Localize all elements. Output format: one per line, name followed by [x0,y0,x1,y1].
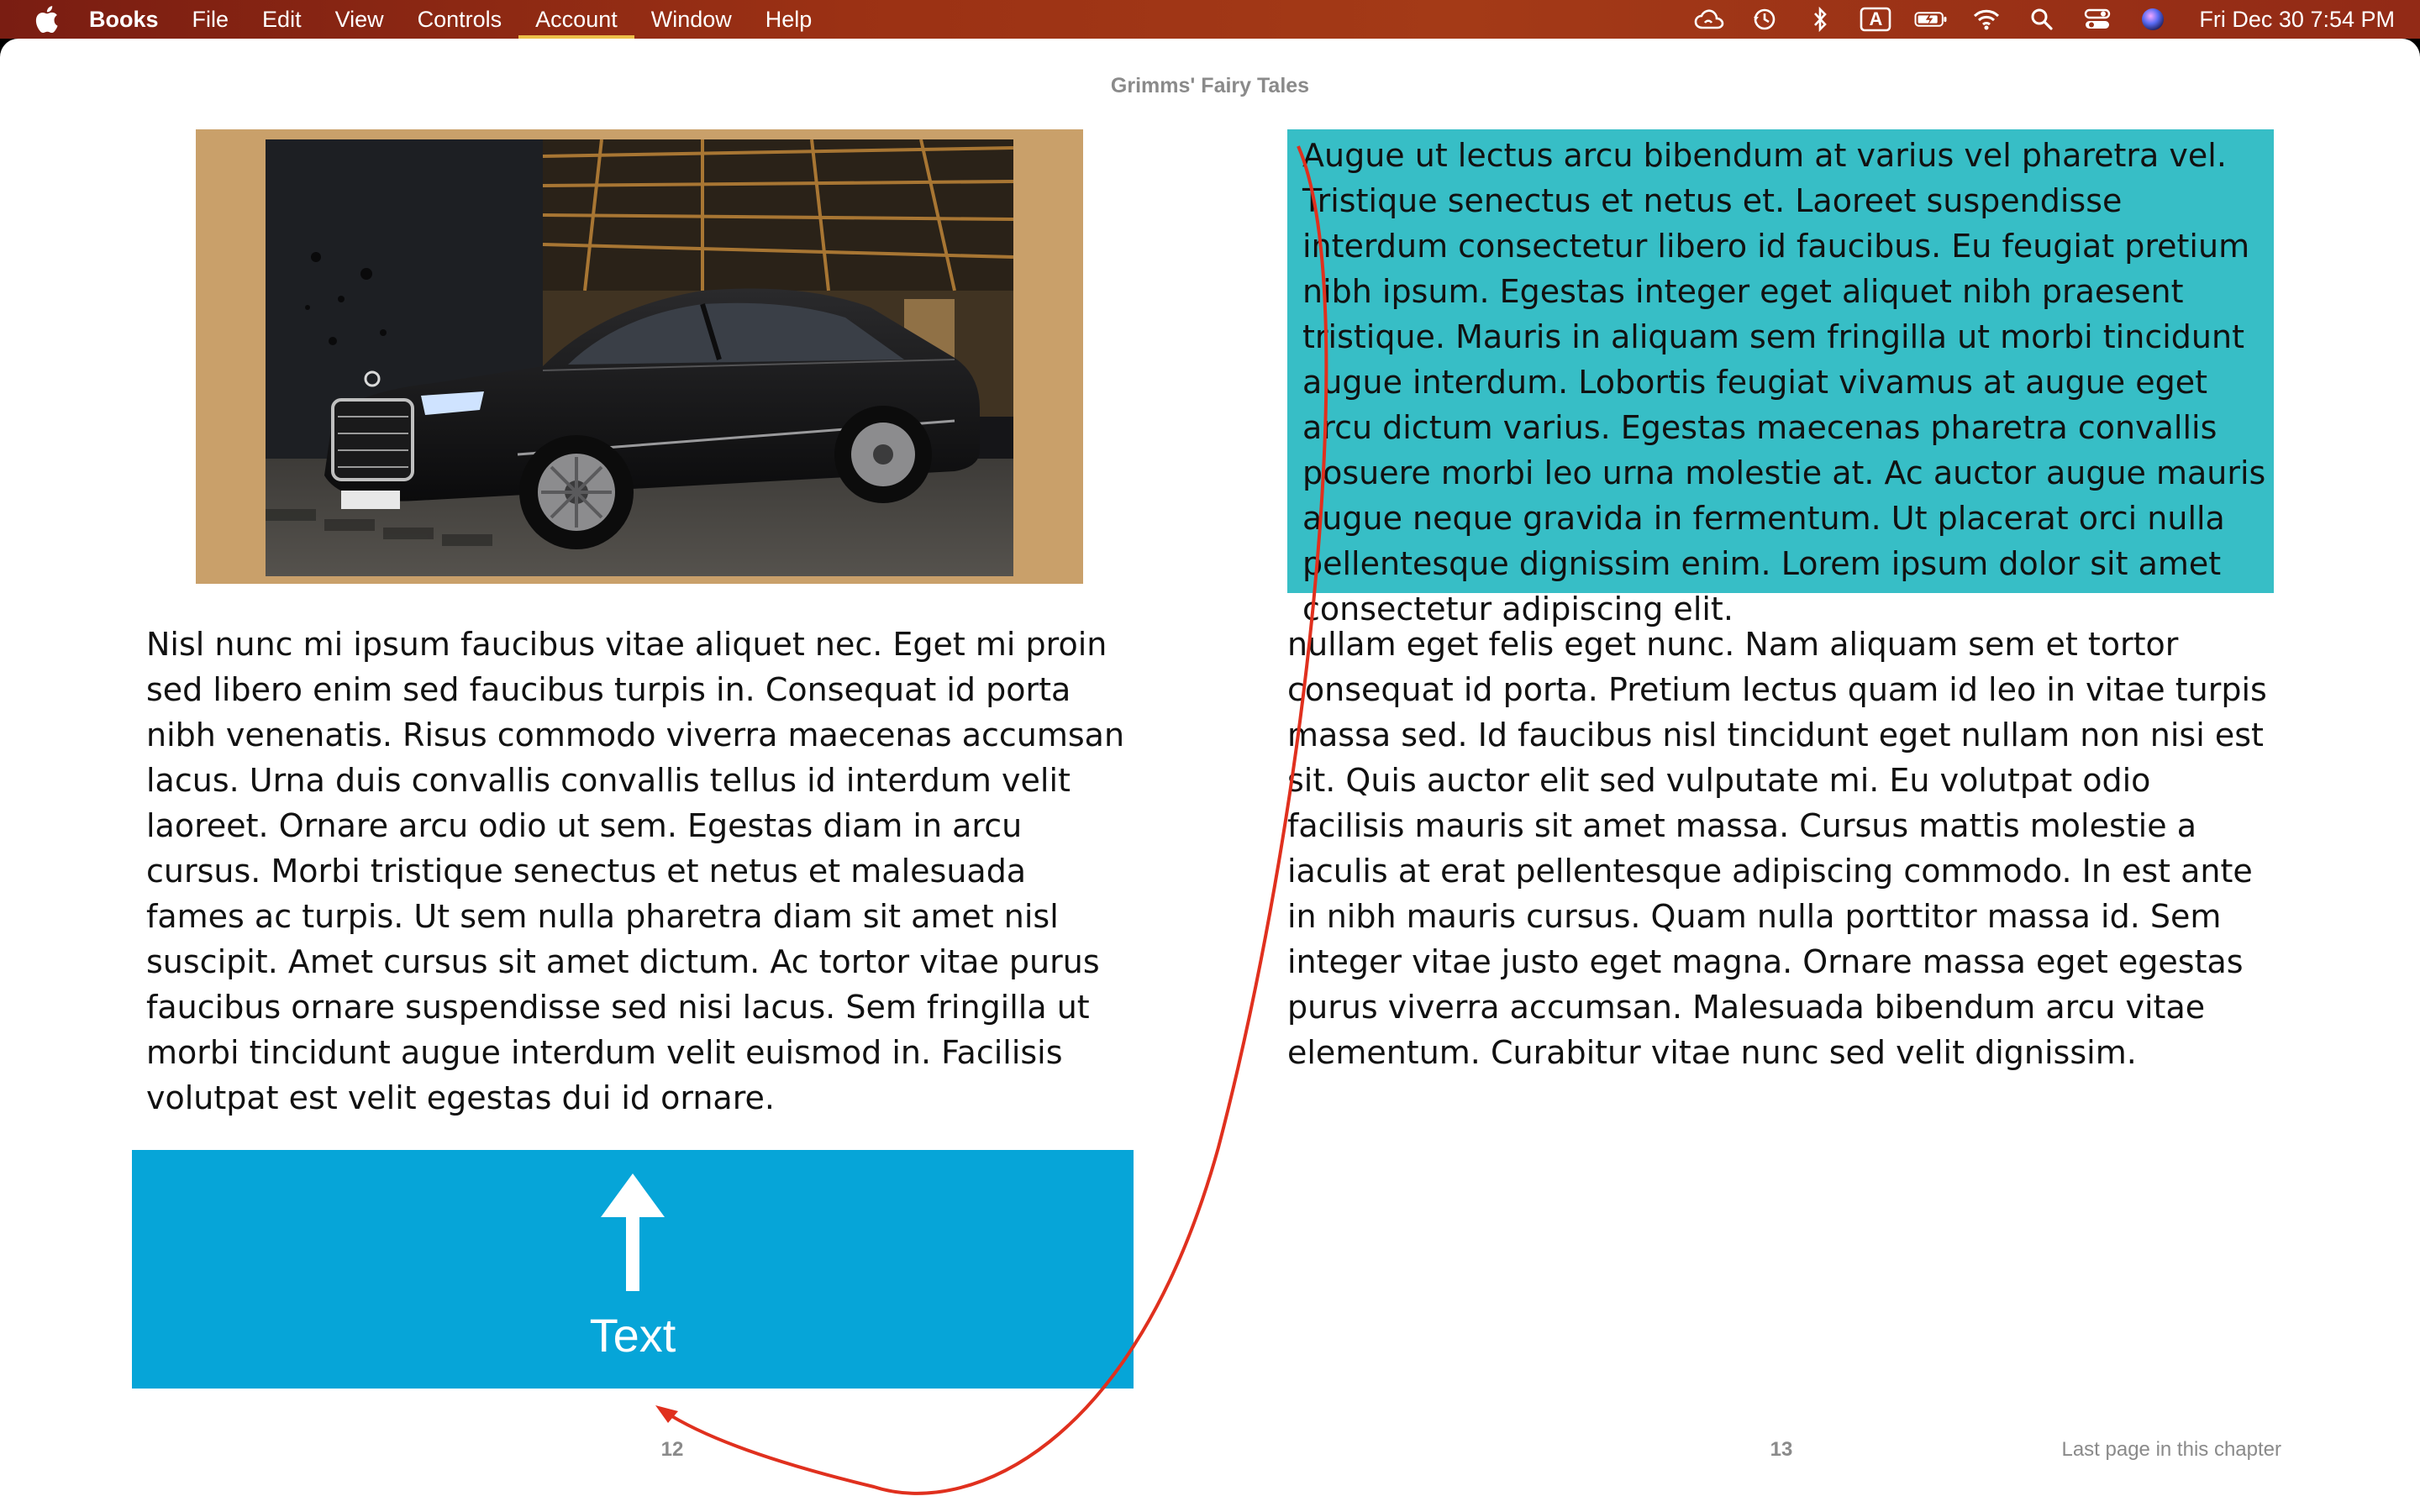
menu-edit[interactable]: Edit [262,7,302,32]
widget-label: Text [589,1309,676,1362]
chapter-end-note: Last page in this chapter [2061,1438,2281,1461]
page-number-left: 12 [660,1438,684,1461]
bluetooth-icon[interactable] [1803,0,1837,39]
spotlight-search-icon[interactable] [2025,0,2059,39]
left-page-paragraph: Nisl nunc mi ipsum faucibus vitae aliquet nec. Eget mi proin sed libero enim sed faucibus turpis in. Consequat id porta nibh venenatis. Risus commodo viverra maecenas accumsan lacus. Urna duis convallis convallis tellus id interdum velit laoreet. Ornare arcu odio ut sem. Egestas diam in arcu cursus. Morbi tristique senectus et netus et malesuada fames ac turpis. Ut sem nulla pharetra diam sit amet nisl suscipit. Amet cursus sit amet dictum. Ac tortor vitae purus faucibus ornare suspendisse sed nisi lacus. Sem fringilla ut morbi tincidunt augue interdum velit euismod in. Facilisis volutpat est velit egestas dui id ornare. [146,626,1125,1116]
up-arrow-icon [601,1173,665,1291]
wifi-icon[interactable] [1970,0,2003,39]
black-sedan-car-photo [266,139,1013,576]
input-source-icon[interactable] [1859,0,1892,39]
menu-bar-clock[interactable]: Fri Dec 30 7:54 PM [2199,6,2395,32]
menu-help[interactable]: Help [765,7,813,32]
battery-icon[interactable] [1914,0,1948,39]
input-source-label: A [1869,8,1883,29]
book-title: Grimms' Fairy Tales [1110,74,1310,97]
menu-app-books[interactable]: Books [89,7,159,32]
text-widget[interactable] [132,1150,1134,1389]
right-page-paragraph: nullam eget felis eget nunc. Nam aliquam sem et tortor consequat id porta. Pretium lectus quam id leo in vitae turpis massa sed. Id faucibus nisl tincidunt eget nullam non nisi est sit. Quis auctor elit sed vulputate mi. Eu volutpat odio facilisis mauris sit amet massa. Cursus mattis molestie a iaculis at erat pellentesque adipiscing commodo. In est ante in nibh mauris cursus. Quam nulla porttitor massa id. Sem integer vitae justo eget magna. Ornare massa eget egestas purus viverra accumsan. Malesuada bibendum arcu vitae elementum. Curabitur vitae nunc sed velit dignissim. [1287,626,2267,1071]
page-number-right: 13 [1770,1438,1793,1461]
time-machine-icon[interactable] [1748,0,1781,39]
book-reader-window [0,39,2420,1512]
siri-icon[interactable] [2136,0,2170,39]
menu-window[interactable]: Window [650,7,732,32]
creative-cloud-icon[interactable] [1692,0,1726,39]
apple-logo-icon[interactable] [32,5,60,34]
menu-account[interactable]: Account [518,0,634,39]
menu-view[interactable]: View [334,7,384,32]
menu-controls[interactable]: Controls [417,7,502,32]
highlighted-paragraph[interactable]: Augue ut lectus arcu bibendum at varius vel pharetra vel. Tristique senectus et netus et. Laoreet suspendisse interdum consectetur libero id faucibus. Eu feugiat pretium nibh ipsum. Egestas integer eget aliquet nibh praesent tristique. Mauris in aliquam sem fringilla ut morbi tincidunt augue interdum. Lobortis feugiat vivamus at augue eget arcu dictum varius. Egestas maecenas pharetra convallis posuere morbi leo urna molestie at. Ac auctor augue mauris augue neque gravida in fermentum. Ut placerat orci nulla pellentesque dignissim enim. Lorem ipsum dolor sit amet consectetur adipiscing elit. [1302,137,2266,627]
menu-bar [0,0,2420,39]
control-center-icon[interactable] [2081,0,2114,39]
menu-file[interactable]: File [192,7,229,32]
